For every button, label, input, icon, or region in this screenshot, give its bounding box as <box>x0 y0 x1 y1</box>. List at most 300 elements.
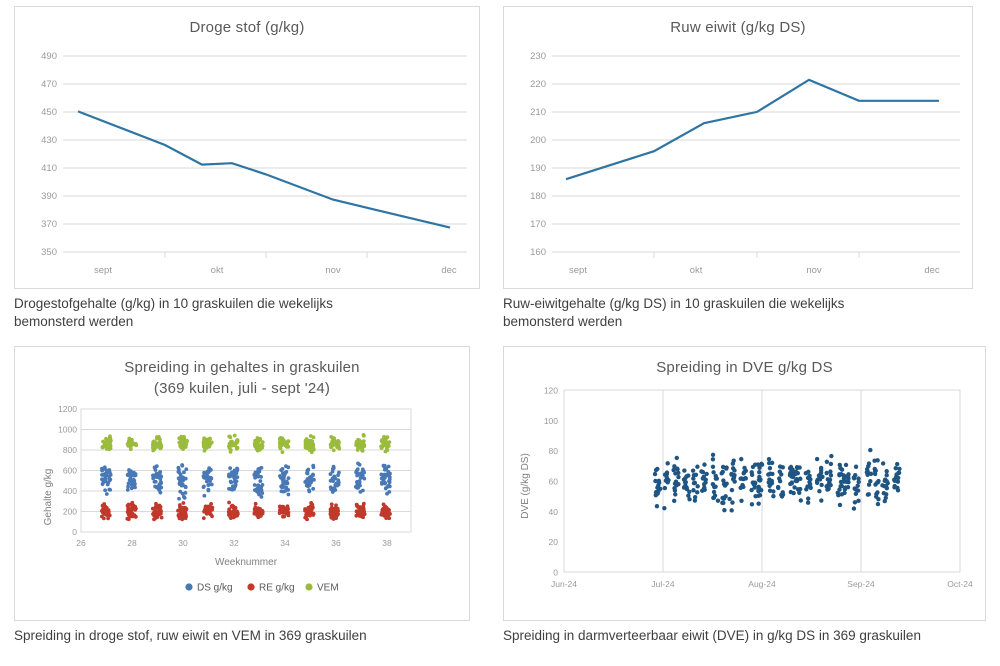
scatter-point <box>739 457 743 461</box>
y-tick: 0 <box>553 567 558 578</box>
scatter-point <box>363 512 367 516</box>
y-tick: 400 <box>62 486 77 496</box>
scatter-point <box>202 494 206 498</box>
scatter-point <box>132 483 136 487</box>
y-tick: 200 <box>530 135 546 146</box>
scatter-point <box>157 472 161 476</box>
scatter-point <box>868 448 872 452</box>
scatter-point <box>108 440 112 444</box>
panel-ruw-eiwit <box>503 6 986 331</box>
chart-ruw-eiwit <box>503 6 973 289</box>
scatter-point <box>695 484 699 488</box>
scatter-point <box>100 473 104 477</box>
scatter-point <box>845 480 849 484</box>
scatter-point <box>819 471 823 475</box>
scatter-point <box>358 514 362 518</box>
scatter-point <box>805 484 809 488</box>
droge-stof-plot <box>15 36 479 279</box>
scatter-point <box>234 510 238 514</box>
scatter-point <box>228 475 232 479</box>
scatter-point <box>282 477 286 481</box>
x-tick: 26 <box>76 538 86 548</box>
scatter-point <box>309 434 313 438</box>
scatter-point <box>279 441 283 445</box>
scatter-point <box>332 474 336 478</box>
scatter-point <box>153 511 157 515</box>
scatter-point <box>837 472 841 476</box>
scatter-point <box>253 483 257 487</box>
x-tick: Aug-24 <box>748 579 776 589</box>
series-line-ruw-eiwit <box>566 80 939 179</box>
chart-spreiding-dve <box>503 346 986 621</box>
scatter-point <box>206 471 210 475</box>
scatter-point <box>280 436 284 440</box>
scatter-point <box>260 466 264 470</box>
gridlines <box>552 56 960 252</box>
scatter-point <box>177 497 181 501</box>
scatter-point <box>654 468 658 472</box>
scatter-point <box>233 471 237 475</box>
scatter-point <box>382 465 386 469</box>
scatter-point <box>768 466 772 470</box>
scatter-point <box>329 515 333 519</box>
scatter-point <box>105 445 109 449</box>
scatter-point <box>308 475 312 479</box>
scatter-point <box>867 461 871 465</box>
scatter-point <box>836 493 840 497</box>
scatter-point <box>308 441 312 445</box>
caption-spreiding-dve: Spreiding in darmverteerbaar eiwit (DVE) in g/kg DS in 369 graskuilen <box>503 628 921 643</box>
scatter-point <box>790 474 794 478</box>
y-tick: 200 <box>62 506 77 517</box>
scatter-point <box>227 434 231 438</box>
y-tick: 430 <box>41 135 57 146</box>
x-tick: dec <box>441 265 457 276</box>
y-tick: 190 <box>530 163 546 174</box>
scatter-point <box>281 450 285 454</box>
scatter-point <box>153 485 157 489</box>
scatter-point <box>331 510 335 514</box>
scatter-point <box>695 465 699 469</box>
scatter-point <box>379 473 383 477</box>
y-tick: 100 <box>543 415 558 426</box>
scatter-point <box>202 471 206 475</box>
y-axis-ticks <box>41 51 57 258</box>
scatter-point <box>206 488 210 492</box>
y-tick: 1000 <box>58 424 77 435</box>
scatter-point <box>158 508 162 512</box>
scatter-point <box>672 499 676 503</box>
scatter-point <box>702 482 706 486</box>
ruw-eiwit-plot <box>504 36 972 279</box>
y-tick: 230 <box>530 51 546 62</box>
scatter-point <box>885 486 889 490</box>
scatter-point <box>331 487 335 491</box>
scatter-point <box>686 493 690 497</box>
scatter-point <box>384 436 388 440</box>
caption-spreiding-gehaltes: Spreiding in droge stof, ruw eiwit en VEM in 369 graskuilen <box>14 628 367 643</box>
scatter-point <box>206 483 210 487</box>
scatter-point <box>105 506 109 510</box>
scatter-point <box>285 480 289 484</box>
scatter-point <box>387 479 391 483</box>
scatter-point <box>130 501 134 505</box>
scatter-point <box>234 506 238 510</box>
scatter-point <box>304 515 308 519</box>
scatter-point <box>872 459 876 463</box>
scatter-point <box>159 486 163 490</box>
scatter-point <box>731 466 735 470</box>
scatter-point <box>101 504 105 508</box>
scatter-point <box>210 483 214 487</box>
scatter-point <box>153 506 157 510</box>
scatter-point <box>682 485 686 489</box>
y-tick: 40 <box>548 506 558 517</box>
scatter-point <box>852 506 856 510</box>
x-axis-ticks <box>551 579 973 589</box>
scatter-point <box>202 485 206 489</box>
spreiding-gehaltes-plot <box>15 397 469 602</box>
scatter-point <box>253 512 257 516</box>
scatter-point <box>795 465 799 469</box>
scatter-point <box>778 479 782 483</box>
scatter-point <box>695 490 699 494</box>
scatter-point <box>180 446 184 450</box>
scatter-point <box>230 441 234 445</box>
scatter-point <box>665 479 669 483</box>
y-tick: 1200 <box>58 404 77 414</box>
scatter-point <box>227 510 231 514</box>
scatter-point <box>756 494 760 498</box>
scatter-point <box>757 475 761 479</box>
scatter-point <box>233 444 237 448</box>
scatter-point <box>752 481 756 485</box>
scatter-point <box>852 486 856 490</box>
scatter-point <box>312 465 316 469</box>
y-tick: 20 <box>548 537 558 548</box>
scatter-point <box>228 466 232 470</box>
scatter-point <box>356 486 360 490</box>
scatter-point <box>179 480 183 484</box>
scatter-point <box>107 468 111 472</box>
x-tick: Oct-24 <box>947 579 973 589</box>
scatter-point <box>854 465 858 469</box>
scatter-point <box>361 489 365 493</box>
scatter-point <box>307 488 311 492</box>
scatter-point <box>794 479 798 483</box>
scatter-point <box>666 461 670 465</box>
x-tick: 34 <box>280 538 290 548</box>
scatter-point <box>776 486 780 490</box>
scatter-point <box>868 479 872 483</box>
x-axis-separators <box>654 252 859 258</box>
scatter-point <box>183 512 187 516</box>
x-tick: Jun-24 <box>551 579 577 589</box>
legend <box>185 583 338 594</box>
scatter-point <box>788 482 792 486</box>
scatter-point <box>807 480 811 484</box>
scatter-point <box>739 499 743 503</box>
scatter-point <box>183 485 187 489</box>
scatter-point <box>829 462 833 466</box>
scatter-point <box>254 440 258 444</box>
scatter-point <box>841 473 845 477</box>
scatter-point <box>282 515 286 519</box>
scatter-point <box>202 516 206 520</box>
scatter-point <box>287 493 291 497</box>
panel-droge-stof <box>14 6 480 331</box>
y-tick: 60 <box>548 476 558 487</box>
scatter-point <box>229 448 233 452</box>
scatter-point <box>881 461 885 465</box>
x-tick: 32 <box>229 538 239 548</box>
scatter-point <box>778 469 782 473</box>
scatter-point <box>767 461 771 465</box>
scatter-point <box>741 485 745 489</box>
scatter-point <box>387 484 391 488</box>
scatter-point <box>730 500 734 504</box>
scatter-point <box>106 483 110 487</box>
scatter-point <box>767 484 771 488</box>
scatter-point <box>797 491 801 495</box>
chart-title: Ruw eiwit (g/kg DS) <box>670 19 806 36</box>
scatter-point <box>856 499 860 503</box>
spreiding-dve-plot <box>504 376 985 611</box>
scatter-point <box>380 512 384 516</box>
scatter-point <box>676 471 680 475</box>
scatter-point <box>788 466 792 470</box>
scatter-point <box>806 496 810 500</box>
scatter-point <box>202 475 206 479</box>
scatter-point <box>873 482 877 486</box>
scatter-point <box>179 442 183 446</box>
scatter-point <box>806 501 810 505</box>
scatter-point <box>379 445 383 449</box>
scatter-point <box>181 477 185 481</box>
scatter-point <box>749 488 753 492</box>
scatter-point <box>716 498 720 502</box>
scatter-point <box>284 489 288 493</box>
scatter-point <box>817 489 821 493</box>
y-tick: 160 <box>530 247 546 258</box>
scatter-point <box>207 508 211 512</box>
y-tick: 470 <box>41 79 57 90</box>
scatter-point <box>804 471 808 475</box>
scatter-point <box>766 472 770 476</box>
scatter-point <box>896 471 900 475</box>
scatter-point <box>895 462 899 466</box>
x-tick: sept <box>94 265 112 276</box>
scatter-point <box>101 480 105 484</box>
scatter-point <box>894 466 898 470</box>
scatter-point <box>828 469 832 473</box>
scatter-point <box>159 481 163 485</box>
scatter-point <box>358 481 362 485</box>
chart-title: Spreiding in DVE g/kg DS <box>656 359 833 376</box>
scatter-point <box>229 480 233 484</box>
scatter-point <box>655 485 659 489</box>
scatter-point <box>257 511 261 515</box>
scatter-point <box>692 481 696 485</box>
scatter-point <box>798 487 802 491</box>
scatter-point <box>126 488 130 492</box>
scatter-point <box>103 488 107 492</box>
scatter-point <box>770 472 774 476</box>
scatter-point <box>130 486 134 490</box>
scatter-point <box>724 481 728 485</box>
scatter-point <box>383 481 387 485</box>
scatter-point <box>160 516 164 520</box>
x-tick: nov <box>806 265 822 276</box>
scatter-point <box>799 498 803 502</box>
scatter-point <box>180 464 184 468</box>
scatter-point <box>711 470 715 474</box>
scatter-point <box>382 502 386 506</box>
scatter-point <box>287 476 291 480</box>
scatter-point <box>884 492 888 496</box>
y-tick: 120 <box>543 385 558 396</box>
scatter-point <box>742 470 746 474</box>
scatter-point <box>865 473 869 477</box>
x-axis-ticks <box>94 265 457 276</box>
scatter-point <box>177 468 181 472</box>
chart-spreiding-gehaltes <box>14 346 470 621</box>
scatter-point <box>153 465 157 469</box>
scatter-point <box>330 478 334 482</box>
scatter-point <box>721 470 725 474</box>
scatter-point <box>131 515 135 519</box>
scatter-point <box>285 445 289 449</box>
scatter-point <box>257 515 261 519</box>
scatter-point <box>876 497 880 501</box>
y-tick: 390 <box>41 191 57 202</box>
scatter-point <box>129 447 133 451</box>
scatter-point <box>355 469 359 473</box>
scatter-point <box>331 439 335 443</box>
chart-title: Spreiding in gehaltes in graskuilen <box>124 359 360 376</box>
scatter-point <box>756 488 760 492</box>
scatter-point <box>203 509 207 513</box>
y-tick: 180 <box>530 191 546 202</box>
scatter-point <box>837 487 841 491</box>
scatter-point <box>829 473 833 477</box>
scatter-point <box>332 443 336 447</box>
scatter-point <box>359 476 363 480</box>
scatter-point <box>731 461 735 465</box>
scatter-point <box>673 492 677 496</box>
x-tick: okt <box>689 265 703 276</box>
scatter-point <box>781 465 785 469</box>
scatter-point <box>360 448 364 452</box>
y-axis-ticks <box>544 386 558 578</box>
scatter-point <box>126 473 130 477</box>
scatter-point <box>177 513 181 517</box>
scatter-point <box>732 475 736 479</box>
scatter-point <box>286 507 290 511</box>
scatter-point <box>206 478 210 482</box>
scatter-point <box>380 482 384 486</box>
scatter-point <box>663 486 667 490</box>
scatter-point <box>254 502 258 506</box>
y-tick: 220 <box>530 79 546 90</box>
y-axis-ticks <box>58 404 77 537</box>
scatter-point <box>337 471 341 475</box>
scatter-point <box>843 485 847 489</box>
scatter-point <box>387 513 391 517</box>
gridlines <box>63 56 467 252</box>
scatter-point <box>231 486 235 490</box>
scatter-point <box>760 463 764 467</box>
scatter-point <box>738 477 742 481</box>
scatter-point <box>358 510 362 514</box>
x-tick: 28 <box>127 538 137 548</box>
scatter-point <box>253 444 257 448</box>
legend-label-vem: VEM <box>317 582 339 594</box>
scatter-point <box>209 477 213 481</box>
scatter-point <box>337 440 341 444</box>
scatter-point <box>281 467 285 471</box>
scatter-point <box>202 442 206 446</box>
scatter-point <box>178 505 182 509</box>
scatter-point <box>354 441 358 445</box>
scatter-point <box>337 447 341 451</box>
scatter-point <box>303 507 307 511</box>
scatter-point <box>132 478 136 482</box>
scatter-point <box>332 465 336 469</box>
scatter-point <box>711 465 715 469</box>
scatter-point <box>713 484 717 488</box>
y-tick: 170 <box>530 219 546 230</box>
scatter-point <box>233 434 237 438</box>
scatter-point <box>798 477 802 481</box>
y-tick: 410 <box>41 163 57 174</box>
scatter-point <box>184 445 188 449</box>
scatter-point <box>691 488 695 492</box>
scatter-point <box>838 463 842 467</box>
x-tick: Jul-24 <box>651 579 675 589</box>
scatter-point <box>829 454 833 458</box>
scatter-point <box>694 473 698 477</box>
scatter-point <box>183 491 187 495</box>
scatter-point <box>711 453 715 457</box>
x-tick: okt <box>210 265 224 276</box>
scatter-point <box>177 436 181 440</box>
scatter-point <box>691 469 695 473</box>
scatter-point <box>702 462 706 466</box>
scatter-point <box>311 487 315 491</box>
scatter-point <box>711 457 715 461</box>
scatter-point <box>106 517 110 521</box>
scatter-point <box>210 514 214 518</box>
scatter-point <box>184 467 188 471</box>
scatter-point <box>699 469 703 473</box>
scatter-point <box>182 501 186 505</box>
scatter-point <box>130 505 134 509</box>
y-tick: 0 <box>72 527 77 537</box>
legend-marker-re <box>247 583 254 590</box>
scatter-point <box>107 476 111 480</box>
scatter-point <box>742 466 746 470</box>
scatter-point <box>182 470 186 474</box>
scatter-point <box>662 506 666 510</box>
chart-title: Droge stof (g/kg) <box>189 19 305 36</box>
scatter-point <box>235 479 239 483</box>
scatter-point <box>853 473 857 477</box>
scatter-point <box>723 494 727 498</box>
scatter-point <box>844 463 848 467</box>
x-tick: 36 <box>331 538 341 548</box>
scatter-point <box>311 473 315 477</box>
